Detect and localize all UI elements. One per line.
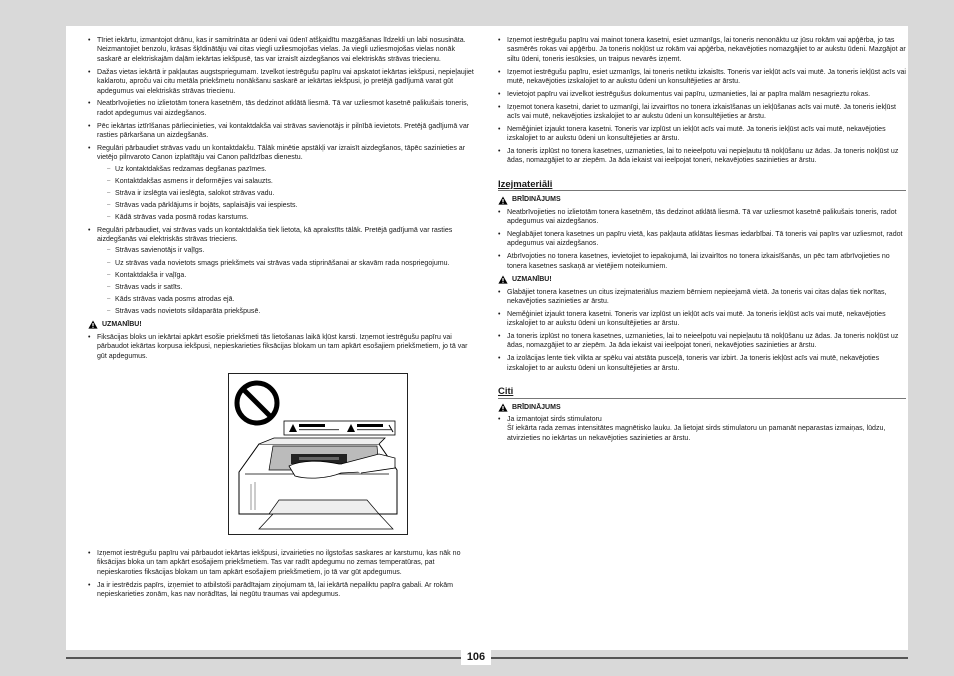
sub-list-item: – Strāvas vads ir satīts. — [97, 283, 474, 292]
list-item: • Neměģiniet izjaukt tonera kasetni. Toneris var izplūst un iekļūt acīs vai mutē. Ja toneris iekļūst acīs vai mutē, nekavējoties izskalojiet to ar aukstu ūdeni un konsultējieties ar ārstu. — [498, 310, 906, 329]
check-sublist — [97, 165, 474, 223]
right-column — [498, 36, 906, 447]
sub-list-item: – Strāvas vada pārklājums ir bojāts, saplaisājis vai iespiests. — [97, 201, 474, 210]
list-item: • Fiksācijas bloks un iekārtai apkārt esošie priekšmeti tās lietošanas laikā kļūst karsti. Izņemot iestrēgušu papīru vai pārbaudot iekārtas korpusa iekšpusi, nepieskarieties fiksācijas blokam un tam apkārt esošajiem priekšmetiem, jo tā var gūt apdegumus. — [88, 333, 474, 361]
sub-list-item: – Kontaktdakša ir vaļīga. — [97, 271, 474, 280]
caution-label: UZMANĪBU! — [512, 276, 552, 284]
caution-heading — [498, 275, 906, 284]
list-item: • Pēc iekārtas iztīrīšanas pārliecinieties, vai kontaktdakša vai strāvas savienotājs ir pilnībā ievietots. Pretējā gadījumā var rasties pārkaršana un aizdegšanās. — [88, 122, 474, 141]
list-item — [88, 144, 474, 223]
pacemaker-text: Šī iekārta rada zemas intensitātes magnētisko lauku. Ja lietojat sirds stimulatoru un pamanāt neparastas izmaiņas, lūdzu, atvirzieties no iekārtas un nekavējoties sazinieties ar ārstu. — [507, 425, 886, 442]
list-item: • Atbrīvojoties no tonera kasetnes, ievietojiet to iepakojumā, lai izvairītos no tonera izkaisīšanās, un pēc tam atbrīvojieties no tonera kasetnes saskaņā ar vietējiem noteikumiem. — [498, 252, 906, 271]
list-item: • Ja toneris izplūst no tonera kasetnes, uzmanieties, lai to neieelpotu vai nepieļautu tā nokļūšanu uz ādas. Ja toneris nokļūst uz ādas, nomazgājiet to ar ziepēm. Ja āda iekaist vai ieelpojat toneri, nekavējoties sazinieties ar ārstu. — [498, 332, 906, 351]
check2-sublist — [97, 246, 474, 316]
list-item: • Neměģiniet izjaukt tonera kasetni. Toneris var izplūst un iekļūt acīs vai mutē. Ja toneris iekļūst acīs vai mutē, nekavējoties izskalojiet to ar aukstu ūdeni un konsultējieties ar ārstu. — [498, 125, 906, 144]
sub-list-item: – Uz kontaktdakšas redzamas degšanas pazīmes. — [97, 165, 474, 174]
list-item: • Ja izolācijas lente tiek vilkta ar spēku vai atstāta pusceļā, toneris var izbirt. Ja toneris iekļūst acīs vai mutē, nekavējoties izskalojiet to ar aukstu ūdeni un konsultējieties ar ārstu. — [498, 354, 906, 373]
list-item: • Izņemot tonera kasetni, dariet to uzmanīgi, lai izvairītos no tonera izkaisīšanas un iekļūšanas acīs vai mutē. Ja toneris iekļūst acīs vai mutē, nekavējoties izskalojiet to ar aukstu ūdeni un konsultējieties ar ārstu. — [498, 103, 906, 122]
list-item: • Izņemot iestrēgušu papīru, esiet uzmanīgs, lai toneris netiktu izkaisīts. Toneris var iekļūt acīs vai mutē. Ja toneris iekļūst acīs vai mutē, nekavējoties izskalojiet to ar aukstu ūdeni un konsultējieties ar ārstu. — [498, 68, 906, 87]
warning-triangle-icon — [88, 320, 98, 329]
caution-heading — [88, 320, 474, 329]
section-title-other: Citi — [498, 387, 906, 398]
check2-intro: Regulāri pārbaudiet, vai strāvas vads un kontaktdakša tiek lietota, kā aprakstīts tālāk. Pretējā gadījumā var rasties aizdegšanās vai elektriskās strāvas trieciens. — [97, 226, 453, 244]
list-item: • Ievietojot papīru vai izvelkot iestrēgušus dokumentus vai papīru, uzmanieties, lai ar papīra malām nesagrieztu rokas. — [498, 90, 906, 99]
list-item: • Glabājiet tonera kasetnes un citus izejmateriālus maziem bērniem nepieejamā vietā. Ja toneris vai citas daļas tiek norītas, nekavējoties sazinieties ar ārstu. — [498, 288, 906, 307]
list-item: • Neatbrīvojieties no izlietotām tonera kasetnēm, tās dedzinot atklātā liesmā. Tā var uzliesmot kasetnē palikušais toneris, radot apdegumus vai aizdegšanos. — [88, 99, 474, 118]
sub-list-item: – Uz strāvas vada novietots smags priekšmets vai strāvas vada stiprināšanai ar skavām rada nospriegojumu. — [97, 259, 474, 268]
warning-label: BRĪDINĀJUMS — [512, 196, 561, 204]
list-item: • Ja ir iestrēdzis papīrs, izņemiet to atbilstoši parādītajam ziņojumam tā, lai iekārtā nepaliktu papīra gabali. Ar rokām nepieskarieties zonām, kas nav norādītas, lai negūtu traumas vai apdegumus. — [88, 581, 474, 600]
warning-triangle-icon — [498, 275, 508, 284]
warning-heading — [498, 195, 906, 204]
list-item — [88, 226, 474, 317]
list-item: • Neglabājiet tonera kasetnes un papīru vietā, kas pakļauta atklātas liesmas iedarbībai. Tā toneris vai papīrs var uzliesmot, radot apdegumus vai aizdegšanos. — [498, 230, 906, 249]
list-item: • Izņemot iestrēgušu papīru vai mainot tonera kasetni, esiet uzmanīgs, lai toneris nenonāktu uz jūsu rokām vai apģērba, jo tas sasmērēs rokas vai apģērbu. Ja toneris nokļūst uz rokām vai apģērba, nekavējoties nomazgājiet to ar aukstu ūdeni. Mazgājot ar siltu ūdeni, toneris iesūksies, un traipus nevarēs izņemt. — [498, 36, 906, 64]
caution-label: UZMANĪBU! — [102, 321, 142, 329]
list-item: • Izņemot iestrēgušu papīru vai pārbaudot iekārtas iekšpusi, izvairieties no ilgstošas saskares ar karstumu, kas nāk no fiksācijas bloka un tam apkārt esošajiem priekšmetiem. Tas var radīt apdegumu no zemas temperatūras, pat nepieskaroties fiksācijas blokam un tam apkārt esošajiem priekšmetiem, jo tā var gūt apdegumus. — [88, 549, 474, 577]
sub-list-item: – Strāvas savienotājs ir vaļīgs. — [97, 246, 474, 255]
check-intro: Regulāri pārbaudiet strāvas vadu un kontaktdakšu. Tālāk minētie apstākļi var izraisīt aizdegšanos, tāpēc sazinieties ar vietējo pilnvaroto Canon izplatītāju vai Canon palīdzības dienestu. — [97, 144, 466, 162]
left-column — [88, 36, 474, 603]
sub-list-item: – Kādā strāvas vada posmā rodas karstums. — [97, 213, 474, 222]
warning-heading — [498, 403, 906, 412]
list-item: • Dažas vietas iekārtā ir pakļautas augstspriegumam. Izvelkot iestrēgušu papīru vai apskatot iekārtas iekšpusi, nepieļaujiet kaklarotu, aproču vai citu metāla priekšmetu nonākšanu saskarē ar iekārtas iekšpusi, jo pretējā gadījumā varat gūt apdegumus vai elektriskās strāvas triecienu. — [88, 68, 474, 96]
pacemaker-heading: Ja izmantojat sirds stimulatoru — [507, 416, 602, 424]
sub-list-item: – Kāds strāvas vada posms atrodas ejā. — [97, 295, 474, 304]
page-number: 106 — [461, 650, 491, 665]
printer-drawing — [229, 374, 407, 534]
manual-page — [66, 26, 908, 650]
section-title-supplies: Izejmateriāli — [498, 180, 906, 191]
list-item — [498, 415, 906, 443]
warning-label: BRĪDINĀJUMS — [512, 403, 561, 411]
warning-triangle-icon — [498, 403, 508, 412]
list-item: • Neatbrīvojieties no izlietotām tonera kasetnēm, tās dedzinot atklātā liesmā. Tā var uzliesmot kasetnē palikušais toneris, radot apdegumus vai aizdegšanos. — [498, 208, 906, 227]
list-item: • Ja toneris izplūst no tonera kasetnes, uzmanieties, lai to neieelpotu vai nepieļautu tā nokļūšanu uz ādas. Ja toneris nokļūst uz ādas, nomazgājiet to ar ziepēm. Ja āda iekaist vai ieelpojat toneri, nekavējoties sazinieties ar ārstu. — [498, 147, 906, 166]
sub-list-item: – Strāvas vads novietots sildaparāta priekšpusē. — [97, 307, 474, 316]
printer-illustration — [228, 373, 408, 535]
warning-triangle-icon — [498, 196, 508, 205]
sub-list-item: – Strāva ir izslēgta vai ieslēgta, salokot strāvas vadu. — [97, 189, 474, 198]
prohibition-icon — [237, 383, 277, 423]
sub-list-item: – Kontaktdakšas asmens ir deformējies vai salauzts. — [97, 177, 474, 186]
list-item: • Tīriet iekārtu, izmantojot drānu, kas ir samitrināta ar ūdeni vai ūdenī atšķaidītu mazgāšanas līdzekli un labi nosusināta. Neizmantojiet benzolu, krāsas šķīdinātāju vai citas viegli uzliesmojošas vielas. Ja viegli uzliesmojošas vielas nonāk saskarē ar elektriskajām daļām iekārtas iekšpusē, tas var izraisīt aizdegšanos vai elektriskās strāvas triecienu. — [88, 36, 474, 64]
